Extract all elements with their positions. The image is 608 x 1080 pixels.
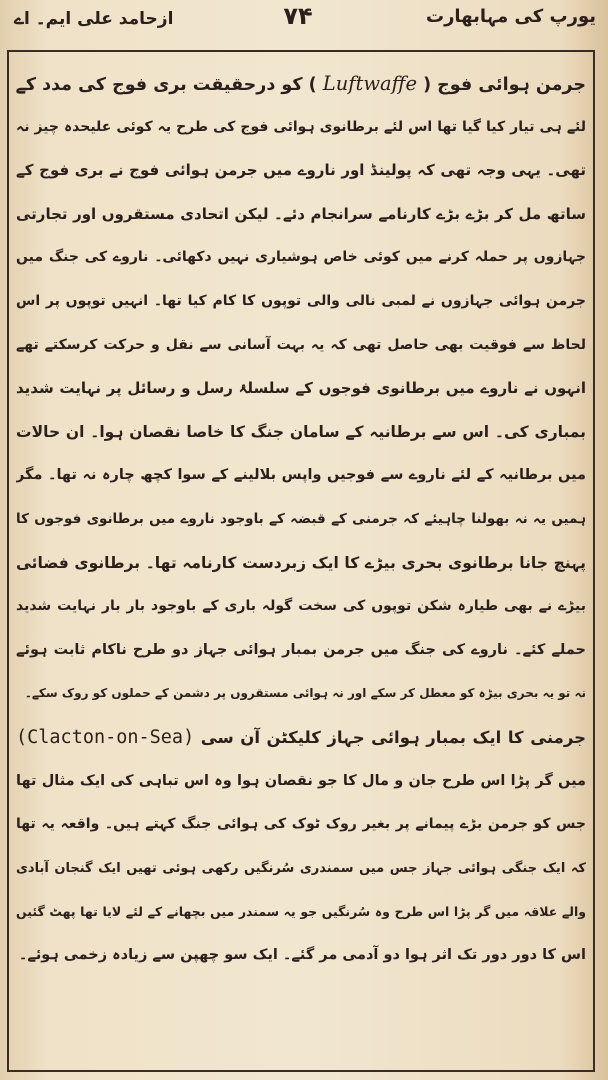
- text-line: انہوں نے ناروے میں برطانوی فوجوں کے سلسلۂ رسل و رسائل پر نہایت شدید: [16, 379, 586, 398]
- page-number: ۷۴: [283, 2, 313, 30]
- line-segment: ) کو درحقیقت بری فوج کی مدد کے: [16, 75, 317, 95]
- text-line: میں برطانیہ کے لئے ناروے سے فوجیں واپس بلالینے کے سوا کچھ چارہ نہ تھا۔ مگر: [16, 467, 586, 484]
- text-line: بمباری کی۔ اس سے برطانیہ کے سامان جنگ کا خاصا نقصان ہوا۔ ان حالات: [16, 422, 586, 441]
- text-line: کہ ایک جنگی ہوائی جہاز جس میں سمندری سُرنگیں رکھی ہوئی تھیں ایک گنجان آبادی: [16, 860, 586, 876]
- text-line: حملے کئے۔ ناروے کی جنگ میں جرمن بمبار ہوائی جہاز دو طرح ناکام ثابت ہوئے: [16, 641, 586, 658]
- text-line: [16, 716, 586, 760]
- book-title: یورپ کی مہابھارت: [425, 6, 596, 27]
- text-line: لحاظ سے فوقیت بھی حاصل تھی کہ یہ بہت آسانی سے نقل و حرکت کرسکتے تھے: [16, 336, 586, 353]
- page-header: [0, 0, 608, 50]
- text-line: ہمیں یہ نہ بھولنا چاہیئے کہ جرمنی کے قبضہ کے باوجود ناروے میں برطانوی فوجوں کا: [16, 510, 586, 527]
- body-text: [16, 62, 586, 977]
- text-line: والے علاقہ میں گر پڑا اس طرح وہ سُرنگیں جو یہ سمندر میں بچھانے کے لئے لایا تھا پھٹ گئیں: [16, 904, 586, 920]
- author-name: ازحامد علی ایم۔ اے: [14, 9, 174, 29]
- text-line: جہازوں پر حملہ کرنے میں کوئی خاص ہوشیاری نہیں دکھائی۔ ناروے کی جنگ میں: [16, 249, 586, 266]
- line-segment: جرمن ہوائی فوج (: [423, 75, 586, 95]
- line-segment: جرمنی کا ایک بمبار ہوائی جہاز کلیکٹن آن سی: [200, 727, 586, 747]
- text-line: تھی۔ یہی وجہ تھی کہ پولینڈ اور ناروے میں جرمن ہوائی فوج نے بری فوج کے: [16, 161, 586, 180]
- text-line: جرمن ہوائی جہازوں نے لمبی نالی والی توپوں کا کام کیا تھا۔ انہیں توپوں پر اس: [16, 292, 586, 309]
- latin-term: Luftwaffe: [322, 72, 417, 95]
- text-line: بیڑے نے بھی طیارہ شکن توپوں کی سخت گولہ باری کے باوجود بار بار نہایت شدید: [16, 598, 586, 615]
- text-line: پہنچ جانا برطانوی بحری بیڑے کا ایک زبردست کارنامہ تھا۔ برطانوی فضائی: [16, 553, 586, 572]
- text-line: لئے ہی تیار کیا گیا تھا اس لئے برطانوی ہوائی فوج کی طرح یہ کوئی علیحدہ چیز نہ: [16, 118, 586, 135]
- text-line: میں گر پڑا اس طرح جان و مال کا جو نقصان ہوا وہ اس تباہی کی ایک مثال تھا: [16, 772, 586, 789]
- latin-place-name: (Clacton-on-Sea): [16, 726, 195, 748]
- text-line: نہ تو یہ بحری بیڑہ کو معطل کر سکے اور نہ ہوائی مستقروں پر دشمن کے حملوں کو روک سکے۔: [24, 686, 586, 701]
- text-line: [16, 62, 586, 106]
- text-line: ساتھ مل کر بڑے بڑے کارنامے سرانجام دئے۔ لیکن اتحادی مستقروں اور تجارتی: [16, 204, 586, 223]
- text-line: جس کو جرمن بڑے پیمانے پر بغیر روک ٹوک کی ہوائی جنگ کہتے ہیں۔ واقعہ یہ تھا: [16, 816, 586, 833]
- text-line: اس کا دور دور تک اثر ہوا دو آدمی مر گئے۔ ایک سو چھپن سے زیادہ زخمی ہوئے۔: [18, 946, 586, 963]
